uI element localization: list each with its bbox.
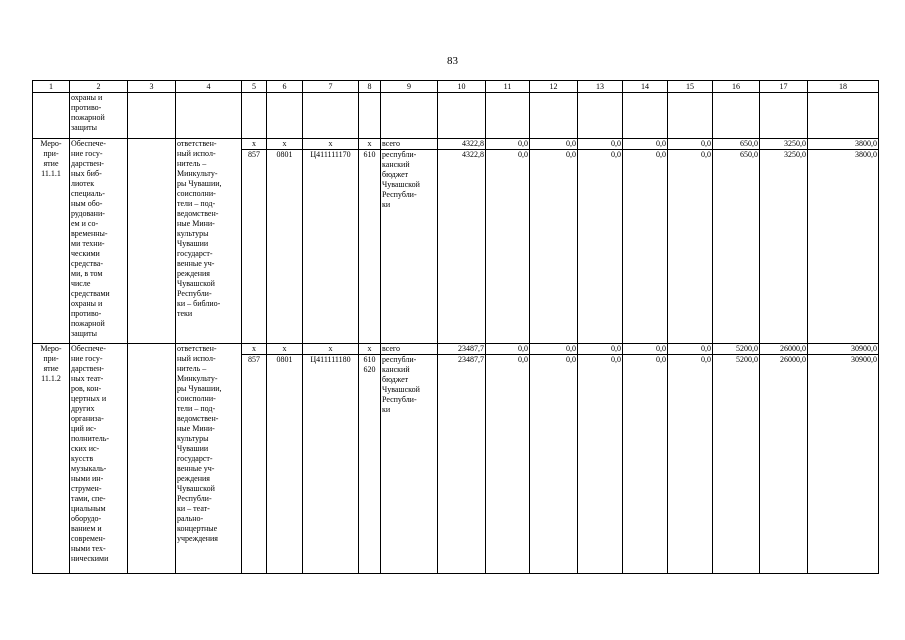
amount-cell: 0,0: [486, 139, 530, 150]
amount-cell: 0,0: [530, 355, 578, 574]
target-article: x: [303, 139, 359, 150]
col-header: 3: [128, 81, 176, 93]
grbs-code: 857: [242, 355, 267, 574]
col-header: 6: [267, 81, 303, 93]
measure-executor: ответствен- ный испол- нитель – Минкульту- ры Чувашии, соисполни- тели – под- ведомствен- ные Мини- культуры Чувашии государст- венные уч- реждения Чувашской Республи- ки – библио- теки: [176, 139, 242, 344]
amount-cell: 0,0: [623, 355, 668, 574]
section-code: 0801: [267, 150, 303, 344]
funding-source: всего: [381, 344, 438, 355]
amount-cell: 23487,7: [438, 355, 486, 574]
col-header: 7: [303, 81, 359, 93]
amount-cell: 0,0: [486, 344, 530, 355]
amount-cell: 0,0: [578, 355, 623, 574]
program-table: [32, 80, 879, 574]
expense-group: x: [359, 344, 381, 355]
amount-cell: 0,0: [486, 355, 530, 574]
amount-cell: 0,0: [668, 355, 713, 574]
target-article: Ц411111170: [303, 150, 359, 344]
header-row: [33, 81, 879, 93]
col-header: 14: [623, 81, 668, 93]
col-header: 16: [713, 81, 760, 93]
col-header: 4: [176, 81, 242, 93]
measure-name: охраны и противо- пожарной защиты: [70, 93, 128, 139]
amount-cell: 0,0: [530, 344, 578, 355]
amount-cell: 26000,0: [760, 355, 808, 574]
measure-name: Обеспече- ние госу- дарствен- ных биб- лиотек специаль- ным обо- рудовани- ем и со- временны- ми техни- ческими средства- ми, в том числе средствами охраны и противо- пожарной защиты: [70, 139, 128, 344]
col-header: 12: [530, 81, 578, 93]
amount-cell: 5200,0: [713, 344, 760, 355]
amount-cell: 0,0: [578, 344, 623, 355]
amount-cell: 0,0: [668, 139, 713, 150]
amount-cell: 26000,0: [760, 344, 808, 355]
col-header: 2: [70, 81, 128, 93]
amount-cell: 0,0: [530, 150, 578, 344]
amount-cell: 650,0: [713, 150, 760, 344]
funding-source: республи- канский бюджет Чувашской Республи- ки: [381, 150, 438, 344]
amount-cell: 0,0: [530, 139, 578, 150]
amount-cell: 23487,7: [438, 344, 486, 355]
expense-group: 610: [359, 150, 381, 344]
amount-cell: 0,0: [668, 344, 713, 355]
amount-cell: 0,0: [486, 150, 530, 344]
expense-group: x: [359, 139, 381, 150]
amount-cell: 0,0: [578, 139, 623, 150]
section-code: x: [267, 139, 303, 150]
measure-executor: ответствен- ный испол- нитель – Минкульту- ры Чувашии, соисполни- тели – под- ведомствен- ные Мини- культуры Чувашии государст- венные уч- реждения Чувашской Республи- ки – теат- рально- концертные учреждения: [176, 344, 242, 574]
col-header: 11: [486, 81, 530, 93]
target-article: Ц411111180: [303, 355, 359, 574]
amount-cell: 650,0: [713, 139, 760, 150]
amount-cell: 3250,0: [760, 139, 808, 150]
grbs-code: x: [242, 344, 267, 355]
amount-cell: 0,0: [578, 150, 623, 344]
grbs-code: x: [242, 139, 267, 150]
amount-cell: 3250,0: [760, 150, 808, 344]
page-number: 83: [447, 55, 458, 67]
amount-cell: 0,0: [623, 344, 668, 355]
amount-cell: 0,0: [668, 150, 713, 344]
measure-id: Меро- при- ятие 11.1.1: [33, 139, 70, 344]
expense-group: 610 620: [359, 355, 381, 574]
funding-source: республи- канский бюджет Чувашской Республи- ки: [381, 355, 438, 574]
col-header: 15: [668, 81, 713, 93]
amount-cell: 4322,8: [438, 139, 486, 150]
grbs-code: 857: [242, 150, 267, 344]
col-header: 5: [242, 81, 267, 93]
col-header: 17: [760, 81, 808, 93]
amount-cell: 0,0: [623, 139, 668, 150]
col-header: 13: [578, 81, 623, 93]
target-article: x: [303, 344, 359, 355]
col-header: 18: [808, 81, 879, 93]
amount-cell: 5200,0: [713, 355, 760, 574]
continuation-row: [33, 93, 879, 139]
table-row: [33, 139, 879, 150]
amount-cell: 0,0: [623, 150, 668, 344]
table-row: [33, 344, 879, 355]
measure-name: Обеспече- ние госу- дарствен- ных теат- ров, кон- цертных и других организа- ций ис- полнитель- ских ис- кусств музыкаль- ными ин- струмен- тами, спе- циальным оборудо- ванием и современ- ными тех- ническими: [70, 344, 128, 574]
funding-source: всего: [381, 139, 438, 150]
col-header: 10: [438, 81, 486, 93]
amount-cell: 4322,8: [438, 150, 486, 344]
amount-cell: 30900,0: [808, 344, 879, 355]
section-code: 0801: [267, 355, 303, 574]
col-header: 1: [33, 81, 70, 93]
amount-cell: 3800,0: [808, 139, 879, 150]
col-header: 9: [381, 81, 438, 93]
amount-cell: 3800,0: [808, 150, 879, 344]
col-header: 8: [359, 81, 381, 93]
section-code: x: [267, 344, 303, 355]
amount-cell: 30900,0: [808, 355, 879, 574]
measure-id: Меро- при- ятие 11.1.2: [33, 344, 70, 574]
